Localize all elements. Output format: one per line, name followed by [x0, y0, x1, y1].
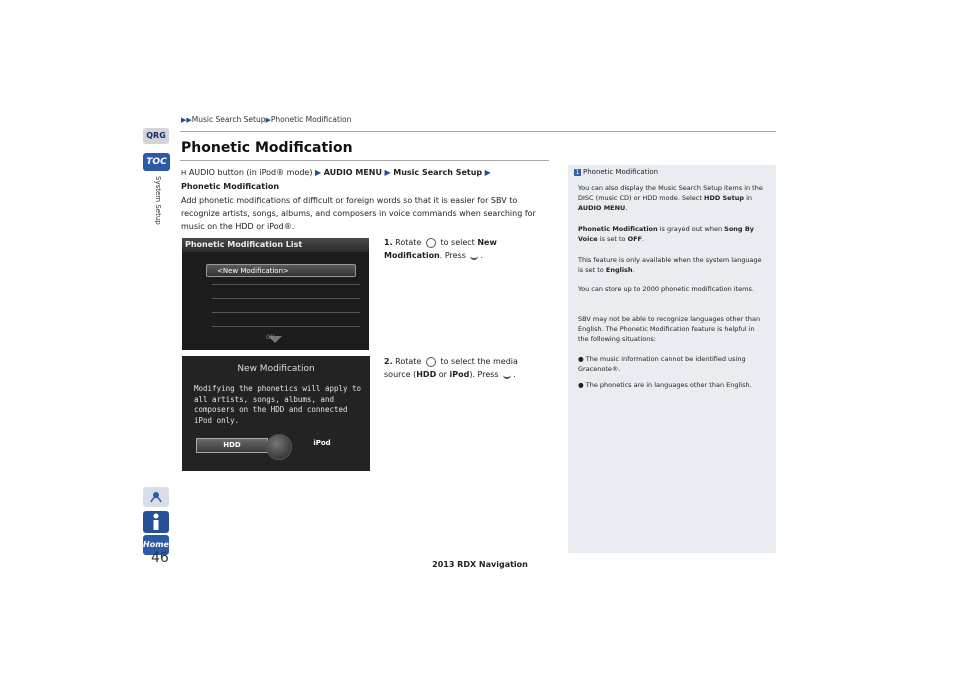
screen-message: Modifying the phonetics will apply to all artists, songs, albums, and composers on the HDD and connected iPod only. — [194, 384, 362, 425]
note-bold: HDD Setup — [704, 194, 744, 202]
hotkey-icon: H — [181, 169, 187, 177]
note-paragraph: SBV may not be able to recognize languages other than English. The Phonetic Modification feature is helpful in the following situations: — [578, 315, 761, 343]
note-text: You can also display the Music Search Setup items in the DISC (music CD) or HDD mode. Select — [578, 184, 763, 202]
step-1: 1. Rotate to select New Modification. Press . — [384, 238, 497, 260]
dial-icon — [266, 434, 292, 460]
path-arrow-icon: ▶ — [484, 168, 491, 177]
press-button-icon — [470, 252, 478, 260]
voice-command-button[interactable] — [143, 487, 169, 507]
note-bullet — [578, 354, 763, 374]
note-paragraph: This feature is only available when the system language is set to English. — [578, 256, 762, 274]
note-text: This feature is only available when the system language is set to — [578, 256, 762, 274]
home-button[interactable]: Home — [143, 535, 169, 555]
list-divider — [212, 284, 360, 285]
list-divider — [212, 312, 360, 313]
title-divider — [180, 160, 549, 161]
note-heading — [574, 168, 658, 176]
phonetic-list-screen — [182, 238, 369, 350]
breadcrumb — [181, 115, 351, 124]
note-heading-text: Phonetic Modification — [583, 168, 659, 176]
step-text: ). Press — [469, 370, 499, 379]
step-target: New Modification — [384, 238, 497, 260]
ok-label: OK — [266, 334, 275, 341]
step-text: Rotate — [395, 238, 422, 247]
step-text: to select the media source ( — [384, 357, 518, 379]
note-bold: Phonetic Modification — [578, 225, 658, 233]
page-title: Phonetic Modification — [181, 140, 353, 156]
info-icon — [143, 511, 169, 533]
bullet-icon: ● — [578, 381, 584, 389]
note-text: is set to — [599, 235, 626, 243]
list-divider — [212, 298, 360, 299]
rotate-knob-icon — [426, 238, 436, 248]
note-tag-icon: 1 — [575, 168, 580, 176]
step-number: 1. — [384, 238, 393, 247]
note-bold: Song By Voice — [578, 225, 755, 243]
step-text: . Press — [439, 251, 466, 260]
breadcrumb-arrow-icon: ▶ — [265, 116, 271, 124]
list-divider — [212, 326, 360, 327]
step-text: or — [438, 370, 447, 379]
page-number: 46 — [151, 550, 169, 566]
path-arrow-icon: ▶ — [384, 168, 391, 177]
qrg-button[interactable]: QRG — [143, 128, 169, 144]
bullet-icon: ● — [578, 355, 584, 363]
step-text: to select — [440, 238, 475, 247]
path-arrow-icon: ▶ — [315, 168, 322, 177]
step-hdd: HDD — [416, 370, 437, 379]
path-music-search: Music Search Setup — [393, 168, 483, 177]
new-modification-screen — [182, 356, 370, 471]
bullet-text: The phonetics are in languages other than English. — [585, 381, 752, 389]
section-label: System Setup — [154, 176, 162, 225]
step-2: 2. Rotate to select the media source (HDD or iPod). Press . — [384, 357, 518, 379]
note-bold: English — [605, 266, 633, 274]
note-bold: AUDIO MENU — [578, 204, 626, 212]
path-audio-menu: AUDIO MENU — [323, 168, 382, 177]
hdd-option-button[interactable]: HDD — [196, 438, 268, 453]
note-paragraph: You can also display the Music Search Setup items in the DISC (music CD) or HDD mode. Select HDD Setup in AUDIO MENU. — [578, 184, 763, 212]
note-text: in — [746, 194, 752, 202]
note-text: is grayed out when — [659, 225, 723, 233]
note-bullet — [578, 380, 763, 390]
step-text: Rotate — [395, 357, 422, 366]
screen-title: Phonetic Modification List — [182, 238, 369, 252]
step-number: 2. — [384, 357, 393, 366]
note-bold: OFF — [627, 235, 642, 243]
bullet-text: The music information cannot be identified using Gracenote®. — [578, 355, 746, 373]
screen-title: New Modification — [237, 364, 315, 374]
path-prefix: AUDIO button (in iPod® mode) — [188, 168, 313, 177]
intro-paragraph: Add phonetic modifications of difficult or foreign words so that it is easier for SBV to recognize artists, songs, albums, and composers in voice commands when searching for music on the HDD or iPod®. — [181, 196, 536, 231]
header-divider — [180, 131, 776, 132]
menu-path — [181, 166, 551, 193]
press-button-icon — [503, 371, 511, 379]
footer-label: 2013 RDX Navigation — [432, 560, 528, 569]
note-paragraph: Phonetic Modification is grayed out when Song By Voice is set to OFF. — [578, 225, 755, 243]
breadcrumb-arrow-icon: ▶▶ — [181, 116, 192, 124]
note-paragraph: You can store up to 2000 phonetic modification items. — [578, 285, 754, 293]
info-button[interactable] — [143, 511, 169, 533]
breadcrumb-current: Phonetic Modification — [270, 115, 352, 124]
voice-icon — [143, 487, 169, 507]
rotate-knob-icon — [426, 357, 436, 367]
toc-button[interactable]: TOC — [143, 153, 170, 171]
breadcrumb-parent[interactable]: Music Search Setup — [191, 115, 266, 124]
path-end: Phonetic Modification — [181, 182, 280, 191]
ipod-option-button[interactable]: iPod — [313, 439, 331, 447]
list-item-new-modification[interactable]: <New Modification> — [206, 264, 356, 277]
step-ipod: iPod — [449, 370, 470, 379]
